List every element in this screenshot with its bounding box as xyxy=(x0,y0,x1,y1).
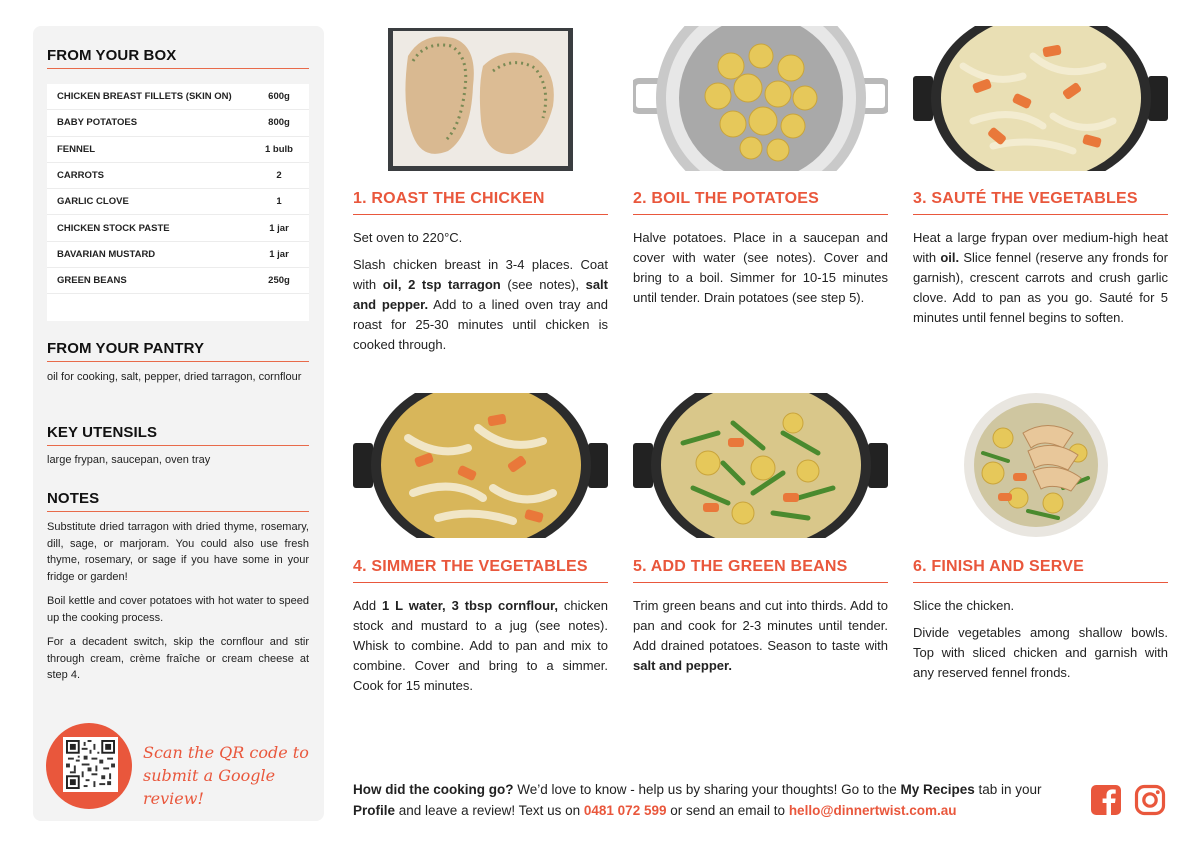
ingredient-name: CARROTS xyxy=(57,170,104,182)
step-text: Trim green beans and cut into thirds. Add to pan and cook for 2-3 minutes until tender. Add drained potatoes. Season to taste with xyxy=(633,598,888,653)
step-body xyxy=(633,228,888,315)
step-bold-text: 1 L water, 3 tbsp cornflour, xyxy=(382,598,558,613)
step-title: 2. BOIL THE POTATOES xyxy=(633,190,888,215)
simmer-vegetables-photo xyxy=(353,393,608,538)
step-body xyxy=(913,228,1168,335)
step-paragraph xyxy=(353,596,608,696)
feedback-text: or send an email to xyxy=(666,803,789,818)
ingredient-name: GREEN BEANS xyxy=(57,275,127,287)
ingredient-row xyxy=(47,242,309,268)
ingredient-row xyxy=(47,215,309,241)
feedback-text: tab in your xyxy=(974,782,1042,797)
ingredient-qty: 1 bulb xyxy=(265,143,293,155)
step-body xyxy=(633,596,888,683)
step-bold-text: salt and pepper. xyxy=(633,658,732,673)
feedback-footer xyxy=(353,779,1073,821)
ingredient-name: BAVARIAN MUSTARD xyxy=(57,248,156,260)
qr-prompt xyxy=(143,741,313,810)
step-text: Slice fennel (reserve any fronds for garnish), crescent carrots and crush garlic clove. Add to pan as you go. Sauté for 5 minutes until fennel begins to soften. xyxy=(913,250,1168,325)
ingredient-name: FENNEL xyxy=(57,143,95,155)
step-paragraph xyxy=(913,623,1168,683)
ingredient-name: CHICKEN BREAST FILLETS (SKIN ON) xyxy=(57,91,232,103)
step-title: 5. ADD THE GREEN BEANS xyxy=(633,558,888,583)
ingredient-name: CHICKEN STOCK PASTE xyxy=(57,222,170,234)
step-text: Halve potatoes. Place in a saucepan and cover with water (see notes). Cover and bring to a boil. Simmer for 10-15 minutes until tender. Drain potatoes (see step 5). xyxy=(633,230,888,305)
qr-prompt-line: Scan the QR code to xyxy=(143,743,309,762)
step-text: Heat a large frypan over medium-high heat with xyxy=(913,230,1168,265)
step-title: 3. SAUTÉ THE VEGETABLES xyxy=(913,190,1168,215)
ingredient-row xyxy=(47,137,309,163)
from-your-box-heading: FROM YOUR BOX xyxy=(47,47,309,69)
ingredient-qty: 2 xyxy=(276,170,282,182)
add-green-beans-photo xyxy=(633,393,888,538)
step-text: Divide vegetables among shallow bowls. Top with sliced chicken and garnish with any reserved fennel fronds. xyxy=(913,625,1168,680)
qr-code-pattern xyxy=(66,740,115,789)
step-text: Add xyxy=(353,598,383,613)
ingredient-qty: 1 jar xyxy=(269,222,289,234)
notes-text xyxy=(47,519,309,692)
step-title: 6. FINISH AND SERVE xyxy=(913,558,1168,583)
step-paragraph xyxy=(353,255,608,355)
step-paragraph xyxy=(633,596,888,676)
qr-code[interactable] xyxy=(63,737,118,792)
facebook-icon[interactable] xyxy=(1090,784,1122,816)
ingredient-row xyxy=(47,268,309,294)
step-body xyxy=(913,596,1168,690)
step-title: 4. SIMMER THE VEGETABLES xyxy=(353,558,608,583)
utensils-heading: KEY UTENSILS xyxy=(47,424,309,446)
step-text: Add to a lined oven tray and roast for 25-30 minutes until chicken is cooked through. xyxy=(353,297,608,352)
ingredient-qty: 1 jar xyxy=(269,248,289,260)
ingredient-qty: 800g xyxy=(268,117,290,129)
roast-chicken-photo xyxy=(353,26,608,171)
utensils-text: large frypan, saucepan, oven tray xyxy=(47,454,211,466)
step-title: 1. ROAST THE CHICKEN xyxy=(353,190,608,215)
step-text: Slice the chicken. xyxy=(913,598,1015,613)
saute-vegetables-photo xyxy=(913,26,1168,171)
ingredient-row xyxy=(47,163,309,189)
ingredient-row xyxy=(47,84,309,110)
qr-prompt-line: submit a Google review! xyxy=(143,766,276,808)
phone-number[interactable]: 0481 072 599 xyxy=(583,803,667,818)
qr-badge xyxy=(46,723,132,809)
boil-potatoes-photo xyxy=(633,26,888,171)
profile-link-text: Profile xyxy=(353,803,396,818)
ingredient-name: GARLIC CLOVE xyxy=(57,196,129,208)
ingredients-sidebar xyxy=(33,26,324,821)
pantry-heading: FROM YOUR PANTRY xyxy=(47,340,309,362)
step-text: chicken stock and mustard to a jug (see notes). Whisk to combine. Add to pan and mix to combine. Cover and bring to a simmer. Cook for 15 minutes. xyxy=(353,598,608,693)
feedback-text: We’d love to know - help us by sharing your thoughts! Go to the xyxy=(513,782,901,797)
step-body xyxy=(353,228,608,362)
step-text: Set oven to 220°C. xyxy=(353,230,463,245)
note-item: For a decadent switch, skip the cornflour and stir through cream, crème fraîche or cream cheese at step 4. xyxy=(47,636,309,681)
instagram-icon[interactable] xyxy=(1134,784,1166,816)
my-recipes-link-text: My Recipes xyxy=(900,782,975,797)
email-link[interactable]: hello@dinnertwist.com.au xyxy=(788,803,957,818)
feedback-question: How did the cooking go? xyxy=(353,782,514,797)
ingredient-row xyxy=(47,110,309,136)
finish-and-serve-photo xyxy=(913,393,1168,538)
notes-heading: NOTES xyxy=(47,490,309,512)
ingredient-qty: 600g xyxy=(268,91,290,103)
step-bold-text: oil. xyxy=(940,250,960,265)
note-item: Substitute dried tarragon with dried thyme, rosemary, dill, sage, or marjoram. You could also use fresh thyme, rosemary, or sage if you have some in your fridge or garden! xyxy=(47,521,309,583)
ingredient-name: BABY POTATOES xyxy=(57,117,138,129)
pantry-text: oil for cooking, salt, pepper, dried tarragon, cornflour xyxy=(47,371,302,383)
step-text: Slash chicken breast in 3-4 places. Coat with xyxy=(353,257,608,292)
step-text: (see notes), xyxy=(500,277,586,292)
step-paragraph xyxy=(913,596,1168,616)
ingredient-qty: 1 xyxy=(276,196,282,208)
ingredients-table xyxy=(47,84,309,321)
step-bold-text: salt and pepper. xyxy=(353,277,608,312)
step-paragraph xyxy=(633,228,888,308)
ingredient-row xyxy=(47,189,309,215)
step-bold-text: oil, 2 tsp tarragon xyxy=(382,277,501,292)
step-body xyxy=(353,596,608,703)
step-paragraph xyxy=(913,228,1168,328)
ingredient-qty: 250g xyxy=(268,275,290,287)
feedback-text: and leave a review! Text us on xyxy=(395,803,584,818)
step-paragraph xyxy=(353,228,608,248)
note-item: Boil kettle and cover potatoes with hot water to speed up the cooking process. xyxy=(47,595,309,624)
